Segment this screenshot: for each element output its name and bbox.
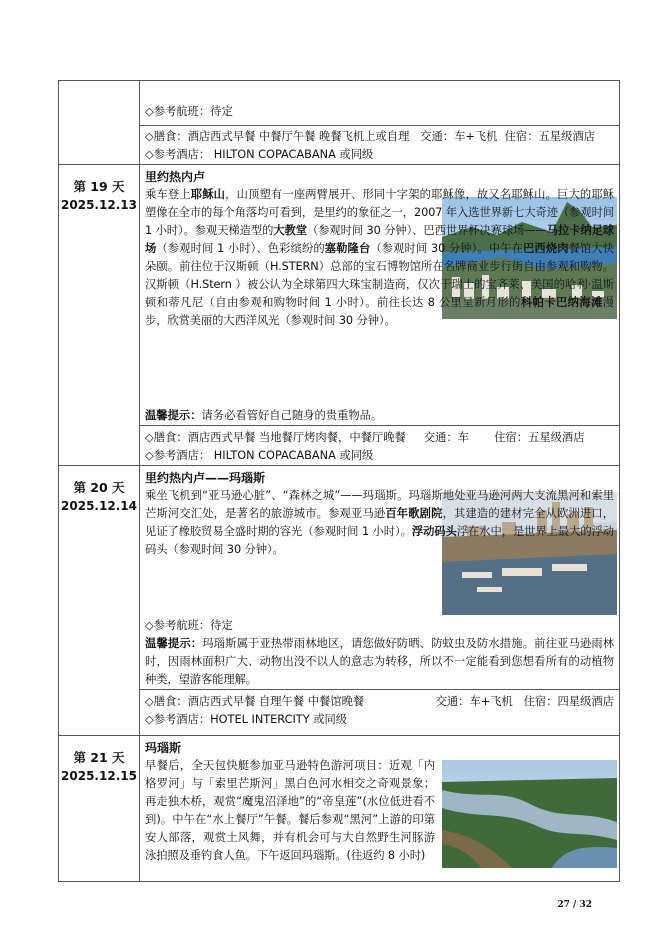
ref-hotel-info: ◇参考酒店： HILTON COPACABANA 或同级 — [145, 449, 374, 462]
ref-hotel-info: ◇参考酒店：HOTEL INTERCITY 或同级 — [145, 713, 348, 726]
highlight: 巴西烧肉 — [523, 242, 569, 255]
day-date: 2025.12.14 — [61, 499, 137, 513]
itinerary-table — [58, 80, 620, 882]
day-title: 玛瑙斯 — [145, 741, 182, 755]
top-service-cell — [145, 128, 614, 164]
highlight: 百年歌剧院 — [385, 507, 443, 520]
flight-info: ◇参考航班：待定 — [145, 619, 233, 632]
row-divider — [59, 735, 619, 736]
day-col-21 — [59, 735, 140, 882]
day20-service — [145, 693, 614, 729]
transport-info: 交通：车+飞机 — [435, 695, 513, 708]
day20-content — [145, 469, 614, 559]
day19-service — [145, 429, 614, 465]
highlight: 浮动码头 — [411, 525, 457, 538]
hotel-info: 住宿：五星级酒店 — [494, 431, 585, 444]
meals-info: ◇膳食：酒店西式早餐 当地餐厅烤肉餐，中餐厅晚餐 — [145, 431, 406, 444]
highlight: 马拉卡纳足球场 — [145, 224, 614, 255]
transport-info: 交通：车 — [423, 431, 469, 444]
page-number: 27 / 32 — [557, 900, 592, 910]
tip-text: 玛瑙斯属于亚热带雨林地区，请您做好防晒、防蚊虫及防水措施。前往亚马逊雨林时，因雨林面积广大、动物出没不以人的意志为转移，所以不一定能看到您想看所有的动植物种类，望游客能理解。 — [145, 637, 614, 686]
top-flight-cell — [145, 103, 614, 121]
day-date: 2025.12.13 — [61, 198, 137, 212]
day20-tip — [145, 635, 614, 689]
day-title: 里约热内卢 — [145, 170, 206, 184]
row-divider — [140, 689, 619, 690]
day-description: 早餐后，全天包快艇参加亚马逊特色游河项目：近观「内格罗河」与「索里芒斯河」黑白色河水相交之奇观景象；再走独木桥，观赏“魔鬼沼泽地”的“帝皇莲”(水位低进看不到)。中午在“水上餐厅”午餐。餐后参观“黑河”上游的印第安人部落，观赏土风舞，并有机会可与大自然野生河豚游泳拍照及垂钓食人鱼。下午返回玛瑙斯。(往返约 8 小时) — [145, 759, 435, 862]
day-col-20 — [59, 465, 140, 735]
highlight: 科帕卡巴纳海滩 — [520, 296, 603, 309]
row-divider — [59, 164, 619, 165]
day-col-top — [59, 81, 140, 164]
row-divider — [59, 465, 619, 466]
day-col-19 — [59, 164, 140, 465]
hotel-info: 住宿：四星级酒店 — [523, 695, 614, 708]
highlight: 耶稣山 — [190, 188, 226, 201]
day-number: 第 20 天 — [73, 480, 125, 495]
hotel-info: 住宿：五星级酒店 — [504, 130, 596, 143]
row-divider — [140, 125, 619, 126]
day21-content — [145, 739, 435, 865]
day-number: 第 21 天 — [73, 750, 125, 765]
flight-info: ◇参考航班：待定 — [145, 105, 233, 118]
day-number: 第 19 天 — [73, 179, 125, 194]
highlight: 大教堂 — [273, 224, 307, 237]
day19-tip — [145, 407, 614, 425]
row-divider — [140, 425, 619, 426]
highlight: 塞勒隆台 — [324, 242, 371, 255]
day-date: 2025.12.15 — [61, 769, 137, 783]
day20-flight — [145, 617, 614, 635]
tip-label: 温馨提示： — [145, 637, 203, 650]
meals-info: ◇膳食：酒店西式早餐 中餐厅午餐 晚餐飞机上或自理 — [145, 130, 410, 143]
amazon-photo — [442, 760, 617, 868]
day19-content — [145, 168, 614, 330]
tip-text: 请务必看管好自己随身的贵重物品。 — [201, 409, 383, 422]
tip-label: 温馨提示： — [145, 409, 202, 422]
transport-info: 交通：车+飞机 — [420, 130, 498, 143]
day-description: 乘坐飞机到“亚马逊心脏”、“森林之城”——玛瑙斯。玛瑙斯地处亚马逊河两大支流黑河和索里芒斯河交汇处，是著名的旅游城市。参观亚马逊百年歌剧院，其建造的建材完全从欧洲进口，见证了橡胶贸易全盛时期的容光（参观时间 1 小时）。浮动码头浮在水中，是世界上最大的浮动码头（参观时间 30 分钟）。 — [145, 489, 614, 556]
day-title: 里约热内卢——玛瑙斯 — [145, 471, 266, 485]
meals-info: ◇膳食：酒店西式早餐 自理午餐 中餐馆晚餐 — [145, 695, 365, 708]
day-description: 乘车登上耶稣山，山顶塑有一座两臂展开、形同十字架的耶稣像，故又名耶稣山。巨大的耶稣塑像在全市的每个角落均可看到，是里约的象征之一，2007 年入选世界新七大奇迹（参观时间 1 小时）。参观天梯造型的大教堂（参观时间 30 分钟）、巴西世界杯决赛球场——马拉卡纳足球场（参观时间 1 小时）、色彩缤纷的塞勒隆台（参观时间 30 分钟）。中午在巴西烧肉餐馆大快朵颐。前往位于汉斯顿（H.STERN）总部的宝石博物馆所在名牌商业步行街自由参观和购物。汉斯顿（H.Stern ）被公认为全球第四大珠宝制造商，仅次于瑞士的宝齐莱、美国的哈利·温斯顿和蒂凡尼（自由参观和购物时间 1 小时）。前往长达 8 公里呈新月形的科帕卡巴纳海滩漫步，欣赏美丽的大西洋风光（参观时间 30 分钟）。 — [145, 188, 614, 327]
ref-hotel-info: ◇参考酒店： HILTON COPACABANA 或同级 — [145, 148, 374, 161]
